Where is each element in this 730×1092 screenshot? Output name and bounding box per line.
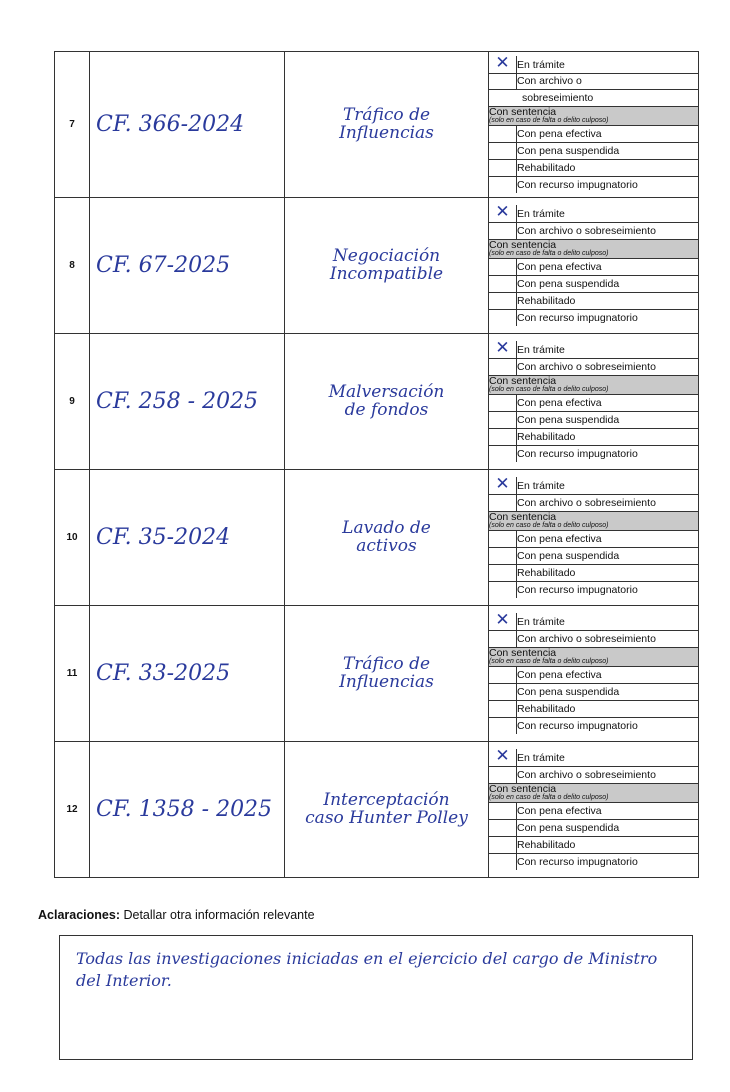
option-label: Con recurso impugnatorio — [517, 448, 638, 460]
checkbox-recurso[interactable] — [489, 718, 517, 735]
crime-line-2: Influencias — [339, 671, 434, 692]
crime-name — [285, 606, 489, 742]
checkbox-archivo[interactable] — [489, 767, 517, 784]
checkbox-en-tramite[interactable] — [489, 338, 517, 359]
crime-name — [285, 334, 489, 470]
checkbox-en-tramite[interactable] — [489, 610, 517, 631]
crime-line-1: Negociación — [332, 245, 441, 266]
option-label: Con pena efectiva — [517, 126, 699, 143]
option-label: En trámite — [517, 613, 699, 631]
option-label: Con pena suspendida — [517, 684, 699, 701]
table-row — [55, 52, 699, 198]
option-label: Con pena efectiva — [517, 259, 699, 276]
sentencia-header — [489, 512, 698, 531]
checkbox-archivo[interactable] — [489, 74, 517, 90]
crime-line-2: caso Hunter Polley — [305, 807, 468, 828]
checkbox-rehabilitado[interactable] — [489, 160, 517, 177]
checkbox-pena-efectiva[interactable] — [489, 667, 517, 684]
option-label: Con pena suspendida — [517, 548, 699, 565]
option-label: Con pena efectiva — [517, 803, 699, 820]
option-label: En trámite — [517, 205, 699, 223]
option-label: En trámite — [517, 56, 699, 74]
checkbox-pena-suspendida[interactable] — [489, 412, 517, 429]
crime-line-1: Interceptación — [323, 789, 450, 810]
option-label: Con pena suspendida — [517, 143, 699, 160]
checkbox-recurso[interactable] — [489, 854, 517, 871]
checkbox-en-tramite[interactable] — [489, 53, 517, 74]
checkbox-rehabilitado[interactable] — [489, 429, 517, 446]
sentencia-note: (solo en caso de falta o delito culposo) — [489, 522, 609, 529]
option-label: Rehabilitado — [517, 160, 699, 177]
table-row — [55, 742, 699, 878]
crime-line-1: Tráfico de — [342, 653, 431, 674]
crime-line-2: Incompatible — [329, 263, 444, 284]
checkbox-recurso[interactable] — [489, 177, 517, 194]
x-mark-icon: ✕ — [495, 202, 510, 221]
option-label — [517, 74, 699, 90]
option-label: Con recurso impugnatorio — [517, 584, 638, 596]
checkbox-en-tramite[interactable] — [489, 474, 517, 495]
sentencia-label: Con sentencia — [489, 783, 557, 795]
row-number: 9 — [55, 334, 90, 470]
option-label: Con pena suspendida — [517, 276, 699, 293]
checkbox-recurso[interactable] — [489, 446, 517, 463]
status-options — [489, 746, 698, 870]
checkbox-pena-efectiva[interactable] — [489, 803, 517, 820]
option-label: Con archivo o sobreseimiento — [517, 359, 699, 376]
option-label-line-1: Con archivo o — [517, 75, 582, 87]
checkbox-rehabilitado[interactable] — [489, 565, 517, 582]
table-row — [55, 334, 699, 470]
sentencia-note: (solo en caso de falta o delito culposo) — [489, 386, 609, 393]
clarifications-box[interactable] — [59, 935, 693, 1060]
status-cell — [489, 52, 699, 198]
case-number: CF. 258 - 2025 — [90, 334, 285, 470]
checkbox-recurso[interactable] — [489, 310, 517, 327]
option-label: Con pena efectiva — [517, 667, 699, 684]
clarifications-subtitle: Detallar otra información relevante — [123, 908, 315, 922]
checkbox-en-tramite[interactable] — [489, 746, 517, 767]
option-label: Con recurso impugnatorio — [517, 720, 638, 732]
checkbox-archivo[interactable] — [489, 359, 517, 376]
checkbox-en-tramite[interactable] — [489, 202, 517, 223]
investigations-table — [54, 51, 699, 878]
sentencia-label: Con sentencia — [489, 647, 557, 659]
sentencia-label: Con sentencia — [489, 106, 557, 118]
checkbox-pena-suspendida[interactable] — [489, 143, 517, 160]
option-label: En trámite — [517, 477, 699, 495]
table-row — [55, 470, 699, 606]
x-mark-icon: ✕ — [495, 610, 510, 629]
option-label: Rehabilitado — [517, 701, 699, 718]
option-label: Con pena suspendida — [517, 412, 699, 429]
crime-line-1: Lavado de — [342, 517, 431, 538]
sentencia-header — [489, 107, 698, 126]
case-number: CF. 1358 - 2025 — [90, 742, 285, 878]
x-mark-icon: ✕ — [495, 338, 510, 357]
option-label: Rehabilitado — [517, 837, 699, 854]
sentencia-header — [489, 784, 698, 803]
sentencia-label: Con sentencia — [489, 375, 557, 387]
option-label: Con pena efectiva — [517, 531, 699, 548]
clarifications-text: Todas las investigaciones iniciadas en el ejercicio del cargo de Ministro del Interior. — [76, 949, 658, 990]
table-row — [55, 606, 699, 742]
crime-name — [285, 52, 489, 198]
sentencia-header — [489, 648, 698, 667]
option-label: Con recurso impugnatorio — [517, 179, 638, 191]
checkbox-pena-suspendida[interactable] — [489, 820, 517, 837]
status-cell — [489, 198, 699, 334]
row-number: 10 — [55, 470, 90, 606]
row-number: 8 — [55, 198, 90, 334]
option-label: Con archivo o sobreseimiento — [517, 767, 699, 784]
row-number: 7 — [55, 52, 90, 198]
checkbox-archivo[interactable] — [489, 631, 517, 648]
checkbox-pena-efectiva[interactable] — [489, 259, 517, 276]
sentencia-header — [489, 376, 698, 395]
x-mark-icon: ✕ — [495, 474, 510, 493]
sentencia-header — [489, 240, 698, 259]
crime-name — [285, 198, 489, 334]
case-number: CF. 67-2025 — [90, 198, 285, 334]
crime-line-2: de fondos — [344, 399, 429, 420]
option-label: Con archivo o sobreseimiento — [517, 631, 699, 648]
sentencia-note: (solo en caso de falta o delito culposo) — [489, 658, 609, 665]
checkbox-pena-efectiva[interactable] — [489, 531, 517, 548]
status-cell — [489, 470, 699, 606]
row-number: 11 — [55, 606, 90, 742]
crime-line-1: Malversación — [328, 381, 445, 402]
sentencia-note: (solo en caso de falta o delito culposo) — [489, 117, 609, 124]
checkbox-pena-suspendida[interactable] — [489, 276, 517, 293]
option-label: Con pena efectiva — [517, 395, 699, 412]
status-options — [489, 474, 698, 598]
row-number: 12 — [55, 742, 90, 878]
option-label: Rehabilitado — [517, 565, 699, 582]
checkbox-pena-suspendida[interactable] — [489, 548, 517, 565]
option-label: Con archivo o sobreseimiento — [517, 495, 699, 512]
clarifications-heading — [38, 908, 315, 922]
option-label: Con archivo o sobreseimiento — [517, 223, 699, 240]
checkbox-rehabilitado[interactable] — [489, 293, 517, 310]
sentencia-label: Con sentencia — [489, 511, 557, 523]
checkbox-archivo[interactable] — [489, 223, 517, 240]
option-label: En trámite — [517, 749, 699, 767]
checkbox-rehabilitado[interactable] — [489, 701, 517, 718]
sentencia-note: (solo en caso de falta o delito culposo) — [489, 250, 609, 257]
case-number: CF. 35-2024 — [90, 470, 285, 606]
crime-name — [285, 470, 489, 606]
option-label: Rehabilitado — [517, 293, 699, 310]
x-mark-icon: ✕ — [495, 53, 510, 72]
table-row — [55, 198, 699, 334]
crime-name — [285, 742, 489, 878]
sentencia-note: (solo en caso de falta o delito culposo) — [489, 794, 609, 801]
option-label: En trámite — [517, 341, 699, 359]
case-number: CF. 366-2024 — [90, 52, 285, 198]
checkbox-archivo[interactable] — [489, 495, 517, 512]
status-options — [489, 202, 698, 326]
status-options — [489, 338, 698, 462]
sentencia-label: Con sentencia — [489, 239, 557, 251]
crime-line-2: Influencias — [339, 122, 434, 143]
option-label: Con recurso impugnatorio — [517, 856, 638, 868]
option-label: Con pena suspendida — [517, 820, 699, 837]
status-options — [489, 610, 698, 734]
checkbox-pena-efectiva[interactable] — [489, 395, 517, 412]
checkbox-recurso[interactable] — [489, 582, 517, 599]
option-label-line-2: sobreseimiento — [489, 90, 698, 107]
checkbox-rehabilitado[interactable] — [489, 837, 517, 854]
status-cell — [489, 606, 699, 742]
option-label: Rehabilitado — [517, 429, 699, 446]
clarifications-title: Aclaraciones: — [38, 908, 120, 922]
x-mark-icon: ✕ — [495, 746, 510, 765]
crime-line-2: activos — [356, 535, 417, 556]
checkbox-pena-efectiva[interactable] — [489, 126, 517, 143]
status-cell — [489, 742, 699, 878]
case-number: CF. 33-2025 — [90, 606, 285, 742]
status-options — [489, 53, 698, 193]
option-label: Con recurso impugnatorio — [517, 312, 638, 324]
crime-line-1: Tráfico de — [342, 104, 431, 125]
status-cell — [489, 334, 699, 470]
checkbox-pena-suspendida[interactable] — [489, 684, 517, 701]
